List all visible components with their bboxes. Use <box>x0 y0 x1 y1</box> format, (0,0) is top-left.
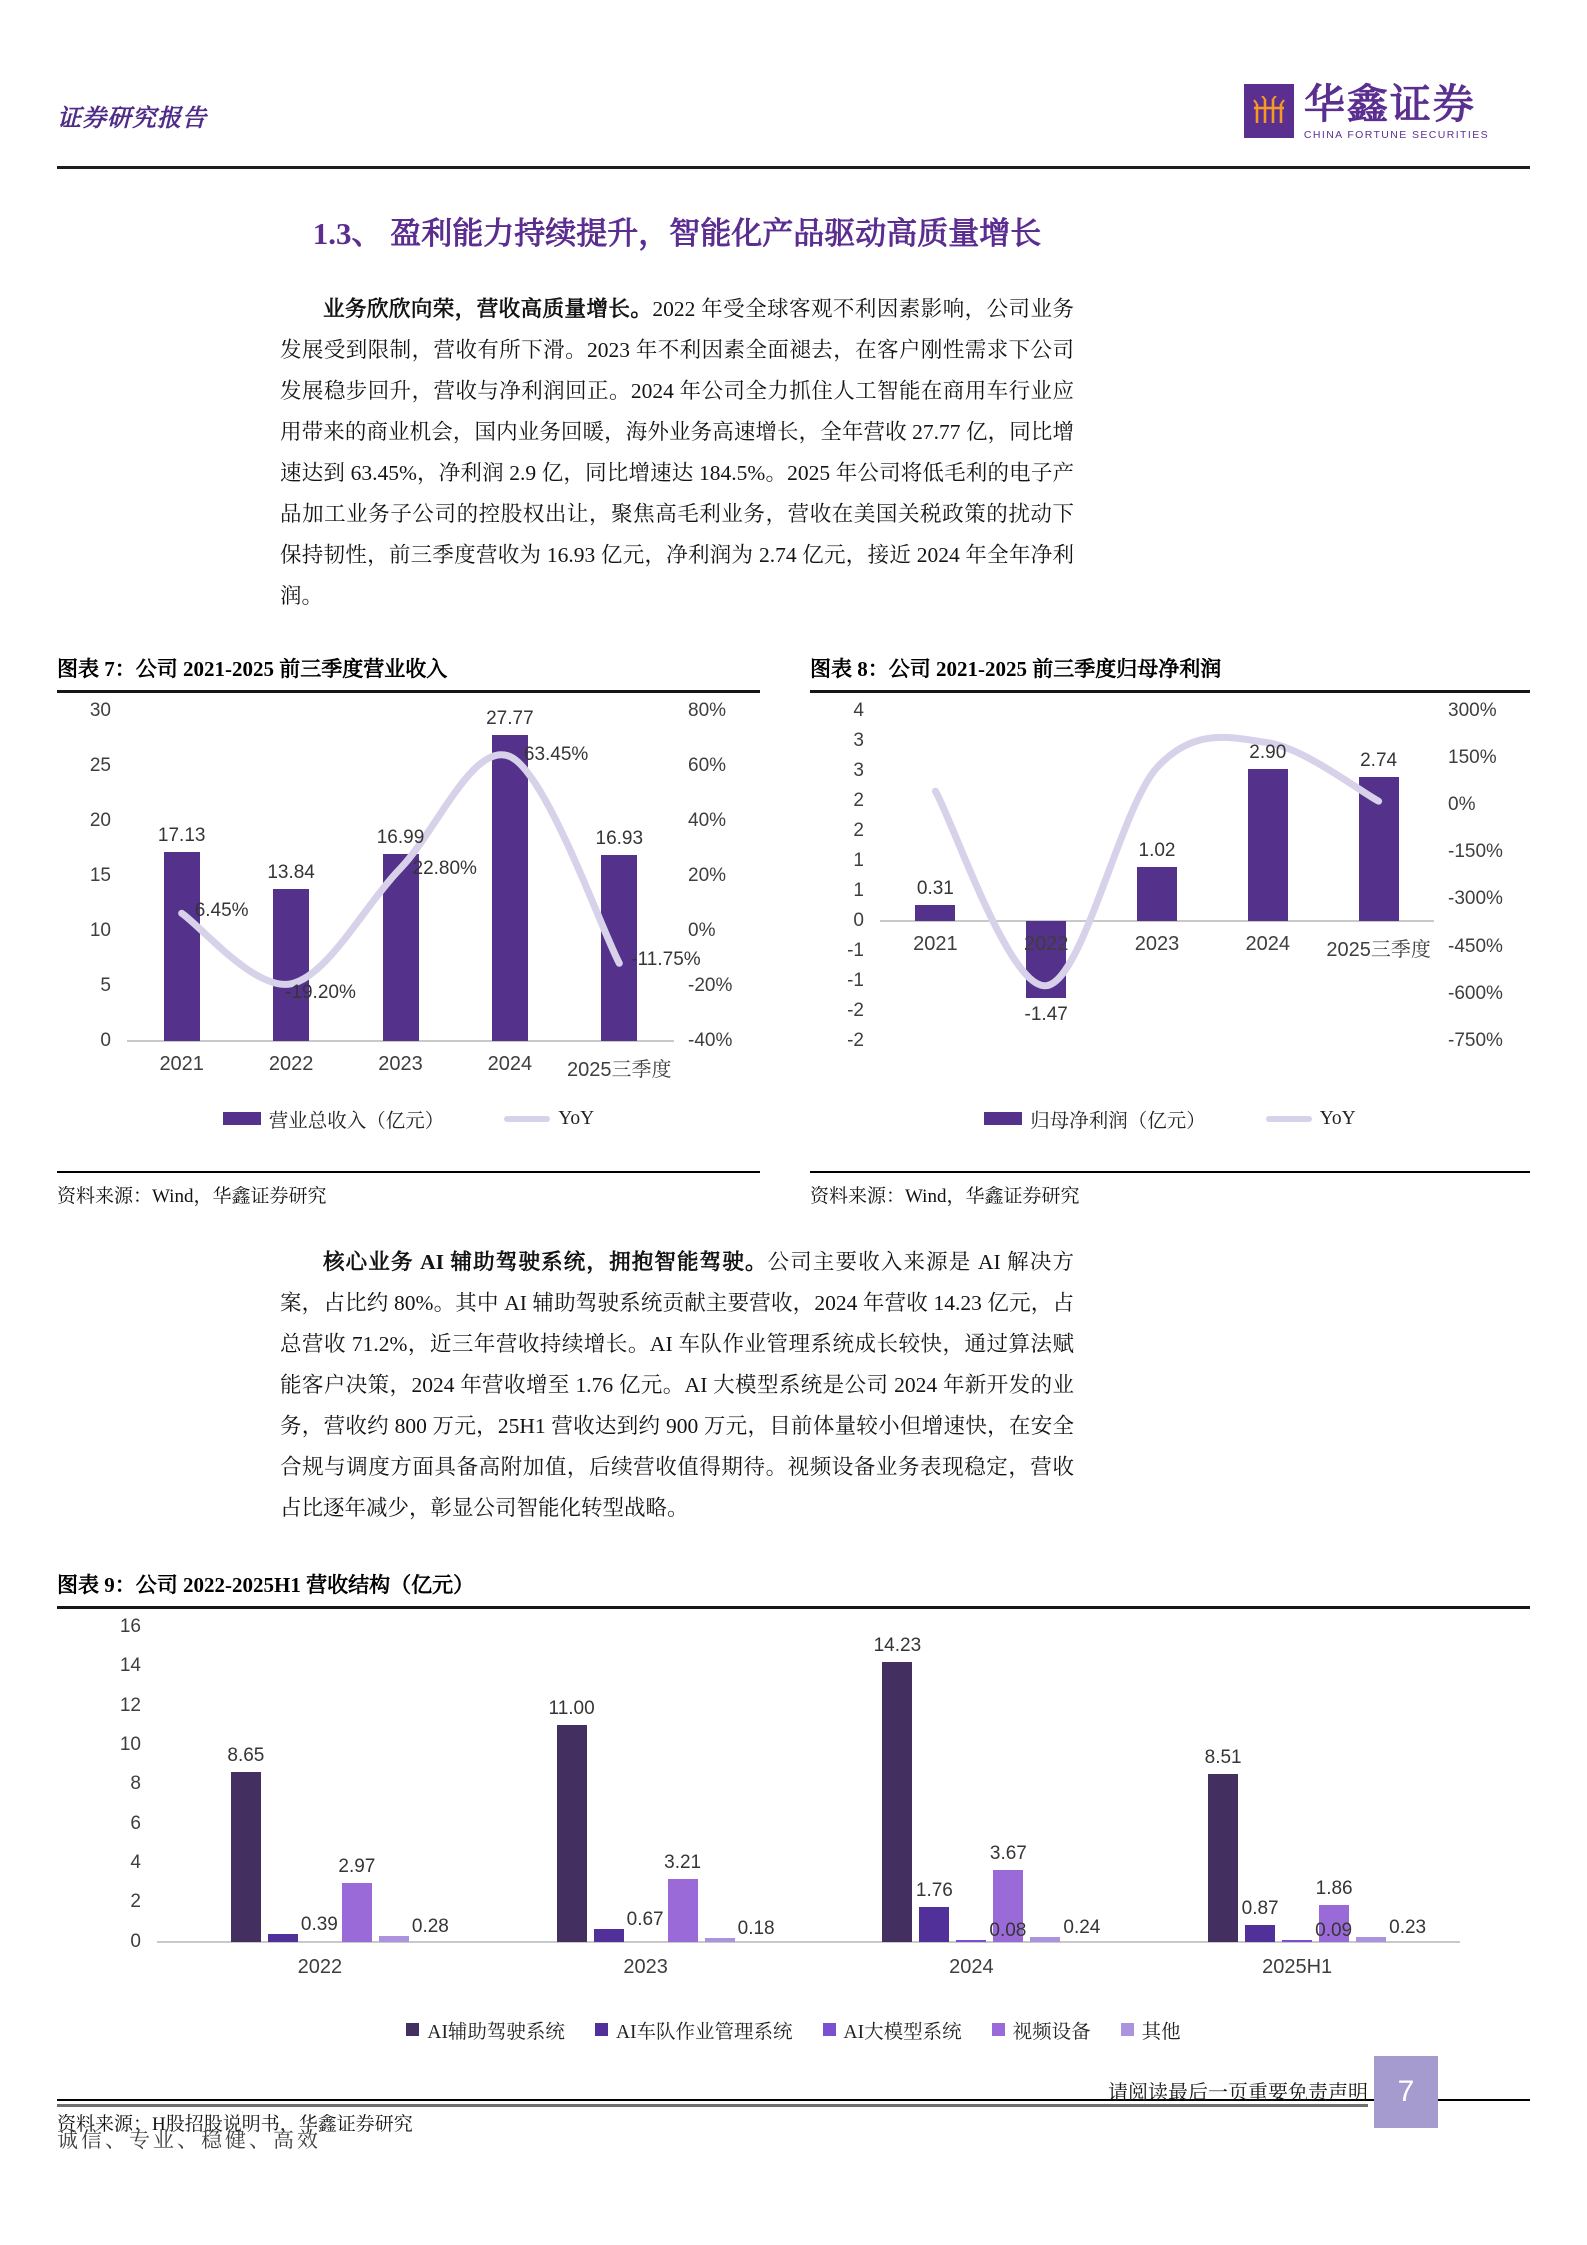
legend-label: 其他 <box>1141 2021 1181 2043</box>
legend-square-swatch <box>823 2023 836 2036</box>
x-axis-label: 2025三季度 <box>567 1058 672 1081</box>
bar <box>557 1725 587 1942</box>
y-axis-right-tick: -20% <box>688 974 733 996</box>
bar <box>594 1929 624 1942</box>
paragraph-1 <box>280 289 1074 617</box>
bar <box>342 1883 372 1941</box>
brand-logo <box>1244 81 1489 141</box>
bar-value-label: 11.00 <box>548 1698 595 1720</box>
brand-logo-icon <box>1244 84 1294 138</box>
y-axis-right-tick: -450% <box>1448 935 1503 957</box>
figure-7-chart <box>57 699 760 1159</box>
paragraph-2-body: 公司主要收入来源是 AI 解决方案，占比约 80%。其中 AI 辅助驾驶系统贡献主要营收，2024 年营收 14.23 亿元，占总营收 71.2%，近三年营收持续增长。AI 车队作业管理系统成长较快，通过算法赋能客户决策，2024 年营收增至 1.76 亿元。AI 大模型系统是公司 2024 年新开发的业务，营收约 800 万元，25H1 营收达到约 900 万元，目前体量较小但增速快，在安全合规与调度方面具备高附加值，后续营收值得期待。视频设备业务表现稳定，营收占比逐年减少，彰显公司智能化转型战略。 <box>280 1249 1074 1520</box>
legend-label: 视频设备 <box>1012 2021 1091 2043</box>
y-axis-left-tick: 10 <box>89 919 111 941</box>
y-axis-left-tick: 0 <box>853 909 864 931</box>
bar <box>1282 1940 1312 1942</box>
bar-value-label: 2.97 <box>338 1856 376 1878</box>
figure-9 <box>57 1569 1530 2136</box>
brand-text <box>1303 81 1489 141</box>
yoy-line <box>57 711 760 1041</box>
footer-divider <box>57 2104 1368 2107</box>
y-axis-right-tick: -150% <box>1448 841 1503 863</box>
bar <box>956 1940 986 1942</box>
bar <box>231 1772 261 1942</box>
figures-row <box>57 653 1587 1208</box>
bar-value-label: 0.23 <box>1389 1917 1427 1939</box>
y-axis-left-tick: 5 <box>100 974 111 996</box>
x-axis-label: 2023 <box>378 1052 423 1075</box>
paragraph-1-body: 2022 年受全球客观不利因素影响，公司业务发展受到限制，营收有所下滑。2023 年不利因素全面褪去，在客户刚性需求下公司发展稳步回升，营收与净利润回正。2024 年公司全力抓住人工智能在商用车行业应用带来的商业机会，国内业务回暖，海外业务高速增长，全年营收 27.77 亿，同比增速达到 63.45%，净利润 2.9 亿，同比增速达 184.5%。2025 年公司将低毛利的电子产品加工业务子公司的控股权出让，聚焦高毛利业务，营收在美国关税政策的扰动下保持韧性，前三季度营收为 16.93 亿元，净利润为 2.74 亿元，接近 2024 年全年净利润。 <box>280 296 1074 608</box>
legend-square-swatch <box>406 2023 419 2036</box>
figure-9-source: 资料来源：H股招股说明书，华鑫证券研究 <box>57 2099 1530 2136</box>
bar-value-label: 2.90 <box>1249 741 1287 763</box>
y-axis-right-tick: -300% <box>1448 888 1503 910</box>
footer-slogan: 诚信、专业、稳健、高效 <box>57 2128 321 2152</box>
y-axis-right-tick: 60% <box>688 754 727 776</box>
report-type-label: 证券研究报告 <box>57 106 207 132</box>
legend-line-swatch <box>504 1116 550 1122</box>
bar <box>268 1934 298 1942</box>
bar-value-label: 0.24 <box>1063 1917 1101 1939</box>
legend-item <box>223 1105 445 1133</box>
bar <box>1030 1937 1060 1942</box>
legend-item <box>406 2016 565 2044</box>
bar <box>379 1936 409 1942</box>
legend-label: 营业总收入（亿元） <box>268 1110 445 1132</box>
y-axis-tick: 6 <box>130 1812 141 1834</box>
brand-subtitle: CHINA FORTUNE SECURITIES <box>1303 128 1489 141</box>
figure-8-title: 图表 8：公司 2021-2025 前三季度归母净利润 <box>810 653 1530 693</box>
figure-9-title: 图表 9：公司 2022-2025H1 营收结构（亿元） <box>57 1569 1530 1609</box>
legend-label: AI大模型系统 <box>843 2021 962 2043</box>
y-axis-tick: 4 <box>130 1852 141 1874</box>
y-axis-left-tick: 0 <box>100 1029 111 1051</box>
y-axis-left-tick: 25 <box>89 754 111 776</box>
legend-square-swatch <box>992 2023 1005 2036</box>
y-axis-left-tick: 15 <box>89 864 111 886</box>
legend-label: YoY <box>558 1107 595 1129</box>
y-axis-right-tick: 40% <box>688 809 727 831</box>
bar-value-label: 0.09 <box>1315 1919 1353 1941</box>
y-axis-right-tick: 0% <box>688 919 716 941</box>
bar <box>882 1662 912 1942</box>
x-axis-label: 2025三季度 <box>1326 938 1431 961</box>
bar-value-label: 14.23 <box>873 1634 922 1656</box>
bar <box>919 1907 949 1942</box>
bar-value-label: 16.99 <box>376 826 425 848</box>
y-axis-left-tick: 1 <box>853 849 864 871</box>
legend-bar-swatch <box>984 1112 1022 1125</box>
figure-7 <box>57 653 760 1208</box>
yoy-value-label: 63.45% <box>523 744 589 766</box>
y-axis-left-tick: 3 <box>853 729 864 751</box>
y-axis-right-tick: -600% <box>1448 982 1503 1004</box>
paragraph-1-lead: 业务欣欣向荣，营收高质量增长。 <box>323 296 653 321</box>
chart-legend <box>57 2016 1530 2044</box>
text-column-2 <box>280 1242 1074 1529</box>
x-axis-label: 2023 <box>623 1955 668 1978</box>
y-axis-left-tick: 30 <box>89 699 111 721</box>
brand-mark-glyph <box>1253 96 1285 126</box>
brand-name: 华鑫证券 <box>1303 81 1476 127</box>
bar-value-label: 0.08 <box>989 1919 1027 1941</box>
x-axis-label: 2022 <box>268 1052 314 1075</box>
bar-value-label: 13.84 <box>267 861 315 883</box>
y-axis-left-tick: 2 <box>853 789 864 811</box>
bar <box>705 1938 735 1942</box>
y-axis-left-tick: -2 <box>847 1029 864 1051</box>
text-column <box>280 213 1074 617</box>
legend-item <box>992 2016 1091 2044</box>
bar-value-label: 2.74 <box>1360 749 1398 771</box>
page-number-badge: 7 <box>1374 2056 1438 2128</box>
y-axis-right-tick: 0% <box>1448 794 1476 816</box>
figure-7-source: 资料来源：Wind，华鑫证券研究 <box>57 1171 760 1208</box>
bar-value-label: 0.87 <box>1241 1897 1279 1919</box>
bar-value-label: -1.47 <box>1024 1004 1068 1026</box>
page-header <box>57 81 1489 141</box>
yoy-value-label: -19.20% <box>285 981 356 1003</box>
bar-value-label: 1.76 <box>915 1880 953 1902</box>
legend-item <box>595 2016 793 2044</box>
y-axis-tick: 2 <box>130 1891 141 1913</box>
bar <box>1356 1937 1386 1942</box>
y-axis-left-tick: -1 <box>847 939 864 961</box>
legend-label: 归母净利润（亿元） <box>1030 1110 1206 1132</box>
legend-item <box>823 2016 962 2044</box>
bar-value-label: 1.02 <box>1138 840 1176 862</box>
chart-legend <box>57 1105 760 1133</box>
bar-value-label: 17.13 <box>157 825 206 847</box>
yoy-value-label: 22.80% <box>412 858 477 880</box>
y-axis-left-tick: 20 <box>89 809 111 831</box>
x-axis-label: 2025H1 <box>1262 1955 1333 1978</box>
x-axis-label: 2022 <box>1023 932 1069 955</box>
y-axis-left-tick: 1 <box>853 879 864 901</box>
legend-item <box>504 1108 594 1130</box>
x-axis-label: 2023 <box>1134 932 1180 955</box>
x-axis-label: 2024 <box>949 1955 994 1978</box>
figure-8 <box>810 653 1530 1208</box>
yoy-value-label: -11.75% <box>631 949 701 971</box>
page-body <box>0 169 1587 2136</box>
legend-item <box>1266 1108 1356 1130</box>
bar <box>668 1879 698 1942</box>
bar-value-label: 0.67 <box>626 1908 664 1930</box>
legend-item <box>1121 2016 1181 2044</box>
y-axis-left-tick: 4 <box>853 699 864 721</box>
bar-value-label: 3.21 <box>664 1851 702 1873</box>
y-axis-tick: 0 <box>130 1930 141 1952</box>
x-axis-label: 2021 <box>913 932 958 955</box>
x-axis-label: 2021 <box>159 1052 204 1075</box>
legend-item <box>984 1105 1206 1133</box>
section-title: 1.3、 盈利能力持续提升，智能化产品驱动高质量增长 <box>312 216 1042 251</box>
y-axis-right-tick: 150% <box>1448 746 1497 768</box>
y-axis-tick: 8 <box>130 1773 141 1795</box>
figure-8-chart <box>810 699 1530 1159</box>
yoy-line-path <box>182 755 620 985</box>
bar-value-label: 8.51 <box>1204 1747 1242 1769</box>
legend-square-swatch <box>595 2023 608 2036</box>
y-axis-left-tick: 3 <box>853 759 864 781</box>
legend-label: YoY <box>1319 1107 1356 1129</box>
legend-bar-swatch <box>223 1112 261 1125</box>
x-axis-label: 2024 <box>1245 932 1291 955</box>
bar-value-label: 0.28 <box>411 1916 449 1938</box>
y-axis-left-tick: -2 <box>847 999 864 1021</box>
bar-value-label: 1.86 <box>1315 1878 1353 1900</box>
yoy-value-label: 6.45% <box>194 900 249 922</box>
figure-7-title: 图表 7：公司 2021-2025 前三季度营业收入 <box>57 653 760 693</box>
legend-label: AI车队作业管理系统 <box>615 2021 793 2043</box>
figure-9-chart <box>57 1615 1530 2087</box>
y-axis-tick: 12 <box>119 1694 141 1716</box>
disclaimer-text: 请阅读最后一页重要免责声明 <box>1108 2082 1368 2104</box>
y-axis-tick: 16 <box>119 1615 141 1637</box>
legend-line-swatch <box>1266 1116 1312 1122</box>
bar-value-label: 0.31 <box>916 877 954 899</box>
bar-value-label: 3.67 <box>989 1842 1027 1864</box>
paragraph-2-lead: 核心业务 AI 辅助驾驶系统，拥抱智能驾驶。 <box>323 1249 768 1274</box>
y-axis-tick: 14 <box>119 1655 141 1677</box>
x-axis-label: 2024 <box>487 1052 533 1075</box>
yoy-line <box>810 711 1530 1041</box>
x-axis-label: 2022 <box>297 1955 343 1978</box>
legend-label: AI辅助驾驶系统 <box>427 2021 565 2043</box>
y-axis-right-tick: -40% <box>688 1029 733 1051</box>
chart-legend <box>810 1105 1530 1133</box>
y-axis-right-tick: -750% <box>1448 1029 1503 1051</box>
y-axis-right-tick: 80% <box>688 699 727 721</box>
bar-value-label: 16.93 <box>595 827 644 849</box>
bar <box>1208 1774 1238 1942</box>
y-axis-left-tick: 2 <box>853 819 864 841</box>
bar-value-label: 27.77 <box>486 708 534 730</box>
bar-value-label: 8.65 <box>227 1744 265 1766</box>
figure-8-source: 资料来源：Wind，华鑫证券研究 <box>810 1171 1530 1208</box>
y-axis-right-tick: 300% <box>1448 699 1497 721</box>
legend-square-swatch <box>1121 2023 1134 2036</box>
y-axis-left-tick: -1 <box>847 969 864 991</box>
bar-value-label: 0.18 <box>737 1918 775 1940</box>
y-axis-right-tick: 20% <box>688 864 727 886</box>
bar <box>1245 1925 1275 1942</box>
y-axis-tick: 10 <box>119 1733 141 1755</box>
bar-value-label: 0.39 <box>300 1914 338 1936</box>
paragraph-2 <box>280 1242 1074 1529</box>
